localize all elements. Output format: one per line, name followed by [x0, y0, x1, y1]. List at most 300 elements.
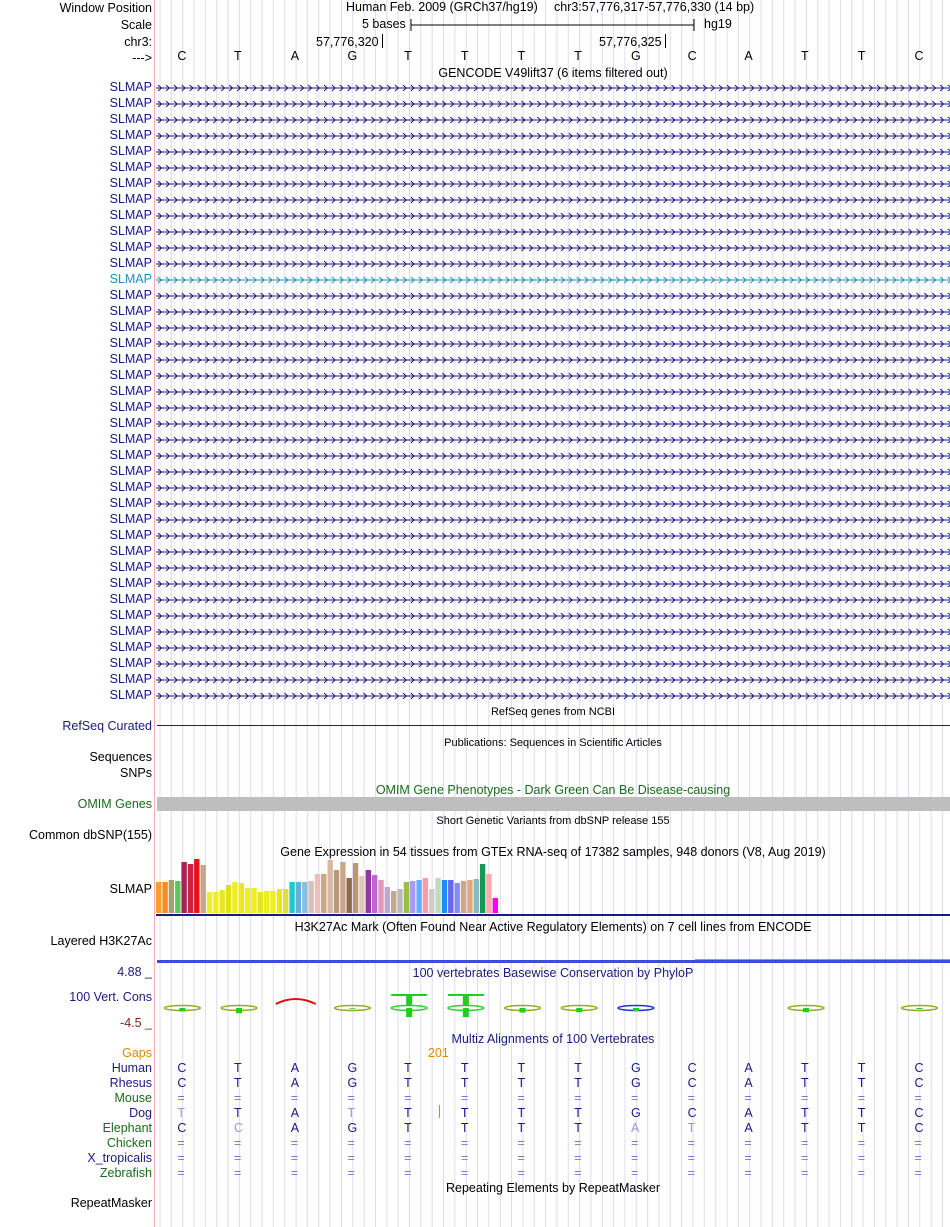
multiz-base: = — [234, 1166, 242, 1180]
gtex-tissue-bar[interactable] — [302, 882, 307, 913]
chrom-label: chr3: — [124, 35, 152, 49]
h3k27ac-track-label[interactable]: Layered H3K27Ac — [50, 934, 152, 948]
multiz-base: = — [404, 1151, 412, 1165]
gencode-transcript-intron[interactable] — [156, 403, 950, 413]
gencode-transcript-intron[interactable] — [156, 259, 950, 269]
multiz-base: = — [404, 1166, 412, 1180]
gtex-tissue-bar[interactable] — [493, 898, 498, 913]
gencode-transcript-intron[interactable] — [156, 547, 950, 557]
gencode-gene-label[interactable]: SLMAP — [109, 224, 152, 238]
multiz-base: T — [801, 1106, 809, 1120]
gencode-transcript-intron[interactable] — [156, 83, 950, 93]
gtex-tissue-bar[interactable] — [366, 870, 371, 913]
base-letter: C — [914, 49, 924, 63]
gencode-transcript-intron[interactable] — [156, 243, 950, 253]
gencode-gene-label[interactable]: SLMAP — [109, 336, 152, 350]
h3k27ac-signal-peak[interactable] — [695, 959, 950, 960]
multiz-base: = — [517, 1166, 525, 1180]
gencode-gene-label[interactable]: SLMAP — [109, 448, 152, 462]
gtex-tissue-bar[interactable] — [455, 883, 460, 913]
multiz-base: = — [404, 1091, 412, 1105]
multiz-base: = — [347, 1091, 355, 1105]
dbsnp-track-title[interactable]: Short Genetic Variants from dbSNP release 155 — [436, 815, 670, 827]
multiz-base: G — [347, 1076, 358, 1090]
phylop-score-mark[interactable] — [505, 1006, 541, 1013]
gencode-gene-label[interactable]: SLMAP — [109, 176, 152, 190]
multiz-base: T — [234, 1106, 242, 1120]
base-letter: T — [234, 49, 242, 63]
gtex-tissue-bar[interactable] — [467, 880, 472, 913]
multiz-base: T — [517, 1076, 526, 1090]
multiz-base: = — [801, 1151, 809, 1165]
gtex-tissue-bar[interactable] — [404, 882, 409, 913]
gencode-gene-label[interactable]: SLMAP — [109, 368, 152, 382]
gtex-tissue-bar[interactable] — [423, 878, 428, 913]
multiz-base: = — [574, 1091, 582, 1105]
multiz-base: = — [630, 1136, 639, 1150]
multiz-base: A — [290, 1076, 300, 1090]
coord-tick-2: 57,776,325 — [599, 35, 662, 49]
gencode-gene-label[interactable]: SLMAP — [109, 96, 152, 110]
multiz-base: = — [857, 1166, 866, 1180]
multiz-base: C — [914, 1121, 924, 1135]
gencode-gene-label[interactable]: SLMAP — [109, 432, 152, 446]
multiz-base: = — [744, 1091, 752, 1105]
multiz-species-label[interactable]: Dog — [129, 1106, 152, 1120]
gencode-transcript-intron[interactable] — [156, 371, 950, 381]
gencode-gene-label[interactable]: SLMAP — [109, 256, 152, 270]
gencode-gene-label[interactable]: SLMAP — [109, 272, 152, 286]
gencode-transcript-intron[interactable] — [156, 211, 950, 221]
multiz-base: C — [177, 1076, 187, 1090]
gtex-tissue-bar[interactable] — [372, 875, 377, 913]
gtex-tissue-bar[interactable] — [270, 891, 275, 913]
multiz-base: T — [857, 1106, 866, 1120]
gencode-gene-label[interactable]: SLMAP — [109, 416, 152, 430]
gtex-tissue-bar[interactable] — [308, 881, 313, 913]
gencode-transcript-intron[interactable] — [156, 227, 950, 237]
gtex-tissue-bar[interactable] — [264, 891, 269, 913]
gencode-gene-label[interactable]: SLMAP — [109, 480, 152, 494]
gencode-gene-label[interactable]: SLMAP — [109, 240, 152, 254]
refseq-track-title[interactable]: RefSeq genes from NCBI — [490, 706, 616, 718]
multiz-base: T — [404, 1106, 412, 1120]
gtex-tissue-bar[interactable] — [220, 890, 225, 913]
strand-label: ---> — [132, 51, 152, 65]
multiz-base: C — [914, 1076, 924, 1090]
gencode-gene-label[interactable]: SLMAP — [109, 512, 152, 526]
multiz-base: A — [744, 1121, 753, 1135]
gtex-tissue-bar[interactable] — [283, 889, 288, 913]
repeatmasker-track-title[interactable]: Repeating Elements by RepeatMasker — [445, 1181, 660, 1195]
gtex-tissue-bar[interactable] — [194, 859, 199, 913]
gencode-transcript-intron[interactable] — [156, 291, 950, 301]
gtex-tissue-bar[interactable] — [201, 865, 206, 913]
multiz-base: T — [177, 1106, 185, 1120]
gencode-gene-label[interactable]: SLMAP — [109, 672, 152, 686]
gencode-gene-label[interactable]: SLMAP — [109, 128, 152, 142]
multiz-base: = — [857, 1136, 866, 1150]
gtex-tissue-bar[interactable] — [474, 879, 479, 913]
gencode-transcript-intron[interactable] — [156, 451, 950, 461]
gtex-tissue-bar[interactable] — [461, 881, 466, 913]
multiz-species-label[interactable]: Chicken — [106, 1136, 152, 1150]
gtex-track-title[interactable]: Gene Expression in 54 tissues from GTEx RNA-seq of 17382 samples, 948 donors (V8, Aug 2019) — [280, 845, 826, 859]
multiz-track-title[interactable]: Multiz Alignments of 100 Vertebrates — [451, 1032, 655, 1046]
gencode-transcript-intron[interactable] — [156, 131, 950, 141]
gencode-gene-label[interactable]: SLMAP — [109, 496, 152, 510]
multiz-base: = — [290, 1136, 299, 1150]
gencode-transcript-intron[interactable] — [156, 355, 950, 365]
multiz-base: C — [234, 1121, 244, 1135]
gencode-transcript-intron[interactable] — [156, 643, 950, 653]
phylop-track-label[interactable]: 100 Vert. Cons — [69, 990, 152, 1004]
multiz-base: T — [801, 1061, 809, 1075]
multiz-base: = — [744, 1136, 752, 1150]
gencode-gene-label[interactable]: SLMAP — [109, 624, 152, 638]
multiz-base: C — [177, 1121, 187, 1135]
gencode-transcript-intron[interactable] — [156, 499, 950, 509]
gtex-tissue-bar[interactable] — [435, 878, 440, 913]
h3k27ac-signal[interactable] — [157, 960, 950, 963]
gtex-tissue-bar[interactable] — [296, 882, 301, 913]
gtex-tissue-bar[interactable] — [486, 874, 491, 913]
multiz-base: = — [460, 1091, 469, 1105]
gtex-tissue-bar[interactable] — [359, 876, 364, 913]
gencode-gene-label[interactable]: SLMAP — [109, 400, 152, 414]
gencode-transcript-intron[interactable] — [156, 99, 950, 109]
gtex-tissue-bar[interactable] — [353, 863, 358, 913]
gencode-gene-label[interactable]: SLMAP — [109, 80, 152, 94]
base-letter: C — [687, 49, 697, 63]
multiz-base: G — [347, 1121, 358, 1135]
multiz-base: C — [914, 1106, 924, 1120]
multiz-base: T — [517, 1121, 526, 1135]
gencode-transcript-intron[interactable] — [156, 323, 950, 333]
publications-track-title[interactable]: Publications: Sequences in Scientific Articles — [444, 737, 662, 749]
multiz-species-label[interactable]: Rhesus — [109, 1076, 152, 1090]
gencode-transcript-intron[interactable] — [156, 531, 950, 541]
assembly-name: Human Feb. 2009 (GRCh37/hg19) — [346, 0, 538, 14]
multiz-base: C — [914, 1061, 924, 1075]
gencode-transcript-intron[interactable] — [156, 611, 950, 621]
dbsnp-track-label[interactable]: Common dbSNP(155) — [29, 828, 152, 842]
multiz-base: G — [630, 1061, 641, 1075]
phylop-score-mark[interactable] — [391, 994, 427, 1017]
multiz-base: = — [517, 1136, 525, 1150]
multiz-base: T — [857, 1061, 866, 1075]
scale-bar — [410, 17, 700, 33]
multiz-base: = — [460, 1151, 469, 1165]
coord-tick-1: 57,776,320 — [316, 35, 379, 49]
multiz-base: C — [687, 1106, 697, 1120]
gtex-tissue-bar[interactable] — [162, 882, 167, 913]
multiz-base: = — [687, 1136, 695, 1150]
multiz-base: = — [914, 1136, 922, 1150]
multiz-base: = — [687, 1151, 695, 1165]
gtex-tissue-bar[interactable] — [442, 880, 447, 913]
omim-track-label[interactable]: OMIM Genes — [77, 797, 152, 811]
gencode-transcript-intron[interactable] — [156, 339, 950, 349]
gtex-tissue-bar[interactable] — [232, 882, 237, 913]
scale-label: Scale — [120, 18, 152, 32]
multiz-base: = — [234, 1136, 242, 1150]
multiz-species-label[interactable]: Human — [111, 1061, 152, 1075]
gencode-gene-label[interactable]: SLMAP — [109, 192, 152, 206]
multiz-species-label[interactable]: Elephant — [102, 1121, 152, 1135]
gencode-transcript-intron[interactable] — [156, 115, 950, 125]
gencode-transcript-intron[interactable] — [156, 419, 950, 429]
gencode-gene-label[interactable]: SLMAP — [109, 576, 152, 590]
gtex-tissue-bar[interactable] — [347, 878, 352, 913]
multiz-base: T — [517, 1061, 526, 1075]
phylop-track-title[interactable]: 100 vertebrates Basewise Conservation by PhyloP — [412, 966, 694, 980]
base-letter: G — [347, 49, 358, 63]
gencode-transcript-intron[interactable] — [156, 195, 950, 205]
coord-tick-mark-2 — [665, 34, 666, 48]
multiz-base: T — [687, 1121, 696, 1135]
gtex-tissue-bar[interactable] — [258, 892, 263, 913]
multiz-base: = — [234, 1151, 242, 1165]
gencode-transcript-intron[interactable] — [156, 179, 950, 189]
multiz-base: G — [630, 1076, 641, 1090]
repeatmasker-track-label[interactable]: RepeatMasker — [70, 1196, 152, 1210]
gencode-gene-label[interactable]: SLMAP — [109, 320, 152, 334]
base-letter: A — [744, 49, 753, 63]
gtex-tissue-bar[interactable] — [289, 882, 294, 913]
multiz-base: = — [517, 1091, 525, 1105]
multiz-base: = — [801, 1091, 809, 1105]
gtex-tissue-bar[interactable] — [175, 881, 180, 913]
gtex-tissue-bar[interactable] — [226, 885, 231, 913]
multiz-base: = — [404, 1136, 412, 1150]
phylop-score-mark[interactable] — [788, 1006, 824, 1013]
gencode-gene-label[interactable]: SLMAP — [109, 208, 152, 222]
gencode-gene-label[interactable]: SLMAP — [109, 560, 152, 574]
gencode-transcript-intron[interactable] — [156, 563, 950, 573]
multiz-base: = — [801, 1166, 809, 1180]
multiz-base: = — [177, 1136, 185, 1150]
multiz-base: = — [177, 1091, 185, 1105]
multiz-base: T — [857, 1121, 866, 1135]
multiz-base: A — [744, 1061, 753, 1075]
gencode-track-title[interactable]: GENCODE V49lift37 (6 items filtered out) — [438, 66, 668, 80]
phylop-score-mark[interactable] — [164, 1006, 200, 1012]
gtex-tissue-bar[interactable] — [181, 862, 186, 913]
multiz-base: A — [630, 1121, 640, 1135]
gencode-transcript-intron[interactable] — [156, 467, 950, 477]
base-letter: T — [857, 49, 866, 63]
phylop-score-mark[interactable] — [276, 999, 316, 1004]
phylop-score-mark[interactable] — [221, 1006, 257, 1014]
multiz-base: T — [574, 1061, 582, 1075]
gtex-tissue-bar[interactable] — [188, 864, 193, 913]
gtex-tissue-bar[interactable] — [391, 891, 396, 913]
multiz-base: T — [404, 1076, 412, 1090]
gtex-tissue-bar[interactable] — [385, 887, 390, 913]
gencode-transcript-intron[interactable] — [156, 579, 950, 589]
gencode-gene-label[interactable]: SLMAP — [109, 144, 152, 158]
multiz-base: = — [914, 1151, 922, 1165]
multiz-base: = — [857, 1091, 866, 1105]
multiz-base: T — [857, 1076, 866, 1090]
gtex-tissue-bar[interactable] — [340, 862, 345, 913]
multiz-base: C — [687, 1061, 697, 1075]
multiz-base: T — [234, 1061, 242, 1075]
gtex-tissue-bar[interactable] — [410, 881, 415, 913]
multiz-base: T — [574, 1121, 582, 1135]
gencode-gene-label[interactable]: SLMAP — [109, 608, 152, 622]
multiz-base: = — [290, 1091, 299, 1105]
gencode-transcript-intron[interactable] — [156, 483, 950, 493]
gtex-tissue-bar[interactable] — [334, 870, 339, 913]
gencode-transcript-intron[interactable] — [156, 515, 950, 525]
gtex-tissue-bar[interactable] — [277, 889, 282, 913]
multiz-base: = — [574, 1166, 582, 1180]
multiz-base: = — [687, 1091, 695, 1105]
multiz-base: = — [914, 1166, 922, 1180]
phylop-score-mark[interactable] — [901, 1006, 937, 1011]
multiz-base: = — [290, 1151, 299, 1165]
gtex-tissue-bar[interactable] — [480, 864, 485, 913]
base-letter: G — [630, 49, 641, 63]
phylop-score-mark[interactable] — [561, 1006, 597, 1013]
gencode-transcript-intron[interactable] — [156, 435, 950, 445]
multiz-base: = — [460, 1136, 469, 1150]
refseq-track-label[interactable]: RefSeq Curated — [62, 719, 152, 733]
base-letter: T — [404, 49, 412, 63]
gencode-gene-label[interactable]: SLMAP — [109, 544, 152, 558]
gencode-transcript-intron[interactable] — [156, 659, 950, 669]
multiz-base: = — [857, 1151, 866, 1165]
gencode-gene-label[interactable]: SLMAP — [109, 304, 152, 318]
multiz-base: = — [630, 1091, 639, 1105]
multiz-base: T — [574, 1106, 582, 1120]
gencode-transcript-intron[interactable] — [156, 275, 950, 285]
phylop-min-label: -4.5 _ — [120, 1016, 152, 1030]
base-letter: T — [517, 49, 526, 63]
multiz-base: = — [517, 1151, 525, 1165]
multiz-base: = — [687, 1166, 695, 1180]
phylop-max-label: 4.88 _ — [117, 965, 152, 979]
multiz-base: A — [744, 1076, 753, 1090]
gencode-transcript-intron[interactable] — [156, 691, 950, 701]
multiz-base: T — [234, 1076, 242, 1090]
multiz-base: G — [630, 1106, 641, 1120]
gencode-transcript-intron[interactable] — [156, 307, 950, 317]
base-letter: A — [290, 49, 300, 63]
multiz-base: T — [460, 1121, 469, 1135]
gtex-tissue-bar[interactable] — [416, 880, 421, 913]
h3k27ac-track-title[interactable]: H3K27Ac Mark (Often Found Near Active Regulatory Elements) on 7 cell lines from ENCODE — [294, 920, 812, 934]
multiz-species-label[interactable]: X_tropicalis — [87, 1151, 152, 1165]
base-letter: T — [801, 49, 809, 63]
multiz-base: = — [914, 1091, 922, 1105]
gtex-tissue-bar[interactable] — [251, 888, 256, 913]
window-position-value[interactable]: chr3:57,776,317-57,776,330 (14 bp) — [554, 0, 755, 14]
gencode-gene-label[interactable]: SLMAP — [109, 656, 152, 670]
gencode-transcript-intron[interactable] — [156, 163, 950, 173]
phylop-score-mark[interactable] — [618, 1006, 654, 1012]
multiz-base: A — [744, 1106, 753, 1120]
scale-text: 5 bases — [362, 17, 406, 31]
phylop-score-mark[interactable] — [448, 994, 484, 1017]
multiz-base: T — [517, 1106, 526, 1120]
gencode-gene-label[interactable]: SLMAP — [109, 592, 152, 606]
gencode-transcript-intron[interactable] — [156, 627, 950, 637]
gtex-tissue-bar[interactable] — [429, 889, 434, 913]
multiz-base: A — [290, 1121, 300, 1135]
gtex-tissue-bar[interactable] — [239, 883, 244, 913]
multiz-base: A — [290, 1061, 300, 1075]
multiz-base: = — [630, 1151, 639, 1165]
multiz-base: = — [574, 1151, 582, 1165]
gencode-gene-label[interactable]: SLMAP — [109, 528, 152, 542]
multiz-base: = — [177, 1166, 185, 1180]
multiz-base: = — [460, 1166, 469, 1180]
gtex-tissue-bar[interactable] — [207, 892, 212, 913]
publications-label-snps[interactable]: SNPs — [120, 766, 152, 780]
multiz-base: T — [460, 1061, 469, 1075]
multiz-base: = — [801, 1136, 809, 1150]
multiz-base: = — [234, 1091, 242, 1105]
base-letter: C — [177, 49, 187, 63]
gtex-tissue-bar[interactable] — [378, 880, 383, 913]
gencode-transcript-intron[interactable] — [156, 675, 950, 685]
refseq-gene-line[interactable] — [157, 725, 950, 726]
multiz-base: = — [347, 1166, 355, 1180]
omim-track-title[interactable]: OMIM Gene Phenotypes - Dark Green Can Be Disease-causing — [375, 783, 731, 797]
gencode-gene-label[interactable]: SLMAP — [109, 160, 152, 174]
gencode-transcript-intron[interactable] — [156, 147, 950, 157]
gencode-transcript-intron[interactable] — [156, 595, 950, 605]
gencode-gene-label[interactable]: SLMAP — [109, 288, 152, 302]
gencode-gene-label[interactable]: SLMAP — [109, 688, 152, 702]
gencode-gene-label[interactable]: SLMAP — [109, 464, 152, 478]
gencode-transcript-intron[interactable] — [156, 387, 950, 397]
omim-gene-bar[interactable] — [157, 797, 950, 811]
gencode-gene-label[interactable]: SLMAP — [109, 112, 152, 126]
gtex-tissue-bar[interactable] — [169, 880, 174, 913]
multiz-base: = — [347, 1151, 355, 1165]
gtex-tissue-bar[interactable] — [321, 874, 326, 913]
gtex-tissue-bar[interactable] — [397, 889, 402, 913]
phylop-scores[interactable] — [156, 980, 950, 1022]
multiz-gap-marker — [439, 1105, 440, 1118]
multiz-gap-count: 201 — [428, 1046, 449, 1060]
coord-tick-mark-1 — [382, 34, 383, 48]
gtex-tissue-bar[interactable] — [328, 860, 333, 913]
publications-label-sequences[interactable]: Sequences — [89, 750, 152, 764]
gencode-gene-label[interactable]: SLMAP — [109, 640, 152, 654]
multiz-base: = — [347, 1136, 355, 1150]
multiz-base: T — [404, 1061, 412, 1075]
gtex-tissue-bar[interactable] — [156, 882, 161, 913]
gtex-tissue-bar[interactable] — [315, 874, 320, 913]
gencode-gene-label[interactable]: SLMAP — [109, 384, 152, 398]
multiz-species-label[interactable]: Mouse — [114, 1091, 152, 1105]
multiz-species-label[interactable]: Zebrafish — [99, 1166, 152, 1180]
gtex-tissue-bar[interactable] — [213, 892, 218, 913]
gtex-tissue-bar[interactable] — [448, 880, 453, 913]
gtex-track-label[interactable]: SLMAP — [109, 882, 152, 896]
gtex-tissue-bar[interactable] — [245, 888, 250, 913]
gencode-gene-label[interactable]: SLMAP — [109, 352, 152, 366]
phylop-score-mark[interactable] — [334, 1006, 370, 1011]
label-separator — [154, 0, 155, 1227]
multiz-base: T — [404, 1121, 412, 1135]
gtex-expression-bars[interactable] — [156, 859, 950, 917]
